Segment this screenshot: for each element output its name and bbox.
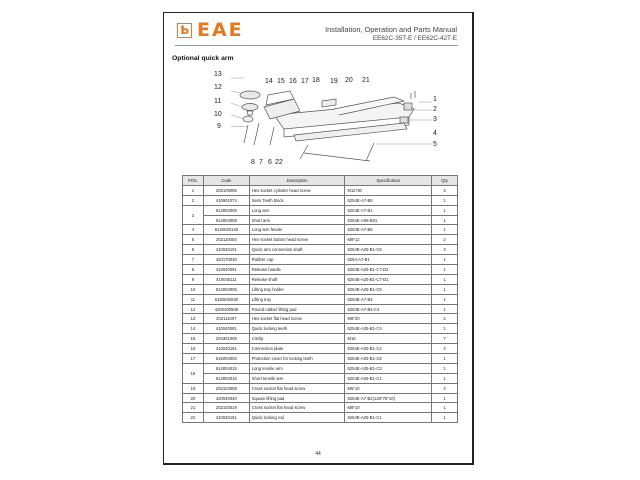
manual-page	[163, 12, 474, 465]
cell-specification: 6254E-A25-B1-C3	[345, 363, 432, 373]
cell-description: Short tensile arm	[249, 373, 345, 383]
cell-qty: 1	[432, 274, 458, 284]
cell-qty: 2	[432, 235, 458, 245]
cell-code: 4200400508	[203, 304, 249, 314]
exploded-parts-diagram	[204, 65, 444, 177]
cell-code: 615004002	[203, 354, 249, 364]
table-row	[183, 255, 458, 265]
cell-specification: 6254E-A25-B1-C5	[345, 284, 432, 294]
table-row	[183, 304, 458, 314]
table-row	[183, 294, 458, 304]
cell-code: 6140040148	[203, 225, 249, 235]
cell-qty: 4	[432, 383, 458, 393]
cell-code: 410040101	[203, 245, 249, 255]
cell-specification: 6254E-A7-B4-C4	[345, 304, 432, 314]
callout-7: 7	[259, 159, 263, 166]
table-row	[183, 195, 458, 205]
cell-qty: 1	[432, 294, 458, 304]
cell-description: Long arm fender	[249, 225, 345, 235]
table-row	[183, 235, 458, 245]
table-row	[183, 334, 458, 344]
cell-specification: 6254E-A25-B1-C7-D1	[345, 274, 432, 284]
logo-mark-icon: Ƅ	[177, 23, 192, 38]
cell-description: Round rubber lifting pad	[249, 304, 345, 314]
cell-pos: 12	[183, 304, 204, 314]
cell-specification: M16	[345, 334, 432, 344]
cell-specification: 6254E-A08-B01	[345, 215, 432, 225]
cell-qty: 1	[432, 413, 458, 423]
cell-qty: 1	[432, 205, 458, 215]
cell-pos: 1	[183, 185, 204, 195]
cell-qty: 1	[432, 324, 458, 334]
cell-specification: 6254E-A25-B1-C1	[345, 413, 432, 423]
cell-qty: 1	[432, 363, 458, 373]
cell-specification: 6254E-A7-B4	[345, 294, 432, 304]
cell-qty: 1	[432, 195, 458, 205]
cell-pos: 22	[183, 413, 204, 423]
cell-description: Release handle	[249, 265, 345, 275]
callout-22: 22	[275, 159, 283, 166]
cell-code: 410040091	[203, 265, 249, 275]
cell-description: Lifting tray holder	[249, 284, 345, 294]
cell-pos: 3	[183, 205, 204, 225]
header-divider	[175, 45, 458, 46]
cell-pos: 5	[183, 235, 204, 245]
table-row	[183, 413, 458, 423]
callout-9: 9	[217, 123, 221, 130]
table-row	[183, 265, 458, 275]
cell-code: 202103019	[203, 403, 249, 413]
cell-specification: 6254E-A25-B1-C4	[345, 324, 432, 334]
cell-description: Hex socket button head screw	[249, 235, 345, 245]
cell-qty: 1	[432, 373, 458, 383]
table-row	[183, 314, 458, 324]
callout-21: 21	[362, 77, 370, 84]
section-title: Optional quick arm	[172, 55, 234, 62]
cell-qty: 1	[432, 255, 458, 265]
cell-pos: 8	[183, 265, 204, 275]
callout-15: 15	[277, 78, 285, 85]
page-number: 44	[315, 451, 321, 457]
cell-specification: 6254E-A25-B1-C6	[345, 245, 432, 255]
callout-11: 11	[214, 98, 222, 105]
cell-pos: 6	[183, 245, 204, 255]
cell-code: 202103008	[203, 383, 249, 393]
cell-specification: 6264-A7-B1	[345, 255, 432, 265]
cell-description: Hex socket flat head screw	[249, 314, 345, 324]
cell-description: Long tensile arm	[249, 363, 345, 373]
table-row	[183, 354, 458, 364]
callout-10: 10	[214, 111, 222, 118]
table-row	[183, 373, 458, 383]
cell-specification: 6254E-A7-B2(125*75*10)	[345, 393, 432, 403]
cell-specification: 6254E-A26-B1-C1	[345, 373, 432, 383]
manual-title: Installation, Operation and Parts Manual	[325, 25, 457, 34]
cell-description: Rubber cap	[249, 255, 345, 265]
cell-pos: 14	[183, 324, 204, 334]
cell-specification: 6254E-A25-B1-C2	[345, 344, 432, 354]
cell-specification: M8*20	[345, 314, 432, 324]
cell-pos: 20	[183, 393, 204, 403]
cell-code: 6150040030	[203, 294, 249, 304]
cell-description: Circlip	[249, 334, 345, 344]
table-header-row	[183, 176, 458, 186]
cell-code: 614004008	[203, 215, 249, 225]
table-row	[183, 344, 458, 354]
cell-qty: 1	[432, 265, 458, 275]
table-row	[183, 383, 458, 393]
callout-12: 12	[214, 84, 222, 91]
header-specification: Specification	[345, 176, 432, 186]
cell-code: 614004015	[203, 363, 249, 373]
header-description: Description	[249, 176, 345, 186]
table-row	[183, 215, 458, 225]
manual-models: EE62C-35T-E / EE62C-42T-E	[372, 35, 457, 42]
table-row	[183, 225, 458, 235]
table-row	[183, 324, 458, 334]
cell-qty: 1	[432, 304, 458, 314]
cell-pos: 10	[183, 284, 204, 294]
cell-pos: 11	[183, 294, 204, 304]
cell-description: Quick arm connection shaft	[249, 245, 345, 255]
cell-description: Cross socket flat head screw	[249, 403, 345, 413]
callout-4: 4	[433, 130, 437, 137]
cell-qty: 1	[432, 225, 458, 235]
cell-pos: 9	[183, 274, 204, 284]
cell-qty: 7	[432, 334, 458, 344]
cell-code: 613004005	[203, 284, 249, 294]
cell-pos: 18	[183, 363, 204, 383]
cell-description: Lifting tray	[249, 294, 345, 304]
cell-description: Short arm	[249, 215, 345, 225]
cell-code: 410040161	[203, 344, 249, 354]
cell-qty: 1	[432, 284, 458, 294]
callout-13: 13	[214, 71, 222, 78]
table-row	[183, 284, 458, 294]
callout-2: 2	[433, 106, 437, 113]
cell-code: 204301005	[203, 334, 249, 344]
callout-6: 6	[268, 159, 272, 166]
cell-pos: 4	[183, 225, 204, 235]
cell-qty: 1	[432, 215, 458, 225]
cell-pos: 13	[183, 314, 204, 324]
cell-code: 420170030	[203, 255, 249, 265]
cell-description: Semi Teeth block	[249, 195, 345, 205]
cell-qty: 3	[432, 185, 458, 195]
cell-specification: 6254E-A25-B1-C8	[345, 354, 432, 364]
cell-description: Connection plate	[249, 344, 345, 354]
cell-qty: 1	[432, 354, 458, 364]
cell-code: 410901074	[203, 195, 249, 205]
callout-3: 3	[433, 116, 437, 123]
cell-code: 410040151	[203, 413, 249, 423]
callout-16: 16	[289, 78, 297, 85]
cell-code: 202110004	[203, 235, 249, 245]
cell-code: 410040111	[203, 274, 249, 284]
cell-specification: M5*10	[345, 383, 432, 393]
cell-code: 614004016	[203, 373, 249, 383]
cell-qty: 2	[432, 314, 458, 324]
cell-description: Protection cover for locking teeth	[249, 354, 345, 364]
cell-description: Square lifting pad	[249, 393, 345, 403]
table-row	[183, 393, 458, 403]
logo-text: EAE	[197, 19, 244, 41]
cell-pos: 15	[183, 334, 204, 344]
cell-pos: 2	[183, 195, 204, 205]
cell-pos: 7	[183, 255, 204, 265]
callout-18: 18	[312, 77, 320, 84]
table-row	[183, 245, 458, 255]
cell-specification: 6254E-A25-B1-C7-D2	[345, 265, 432, 275]
callout-8: 8	[251, 159, 255, 166]
quick-arm-drawing-icon	[204, 65, 444, 177]
cell-qty: 4	[432, 344, 458, 354]
table-row	[183, 274, 458, 284]
parts-table	[182, 175, 458, 423]
callout-1: 1	[433, 96, 437, 103]
cell-specification: 6254E-A7-B1	[345, 205, 432, 215]
cell-description: Long arm	[249, 205, 345, 215]
callout-19: 19	[330, 78, 338, 85]
cell-specification: 6254E-A7-B5	[345, 225, 432, 235]
cell-pos: 16	[183, 344, 204, 354]
header-qty: Qty	[432, 176, 458, 186]
table-row	[183, 185, 458, 195]
cell-code: 202109085	[203, 185, 249, 195]
cell-description: Cross socket flat head screw	[249, 383, 345, 393]
cell-pos: 17	[183, 354, 204, 364]
table-row	[183, 205, 458, 215]
cell-pos: 21	[183, 403, 204, 413]
cell-code: 420040040	[203, 393, 249, 403]
cell-pos: 19	[183, 383, 204, 393]
cell-description: Quick locking teeth	[249, 324, 345, 334]
header-code: Code	[203, 176, 249, 186]
cell-qty: 1	[432, 403, 458, 413]
cell-specification: M8*12	[345, 235, 432, 245]
cell-specification: M12*30	[345, 185, 432, 195]
callout-20: 20	[345, 77, 353, 84]
cell-qty: 1	[432, 393, 458, 403]
cell-description: Release shaft	[249, 274, 345, 284]
table-row	[183, 363, 458, 373]
callout-5: 5	[433, 141, 437, 148]
brand-logo	[177, 21, 244, 39]
cell-qty: 3	[432, 245, 458, 255]
callout-17: 17	[301, 78, 309, 85]
header-pos: POS.	[183, 176, 204, 186]
cell-specification: 6254E-A7-B8	[345, 195, 432, 205]
table-row	[183, 403, 458, 413]
cell-description: Hex socket cylinder head screw	[249, 185, 345, 195]
cell-specification: M8*10	[345, 403, 432, 413]
cell-code: 614004005	[203, 205, 249, 215]
cell-description: Quick locking rod	[249, 413, 345, 423]
cell-code: 202111007	[203, 314, 249, 324]
cell-code: 410040081	[203, 324, 249, 334]
callout-14: 14	[265, 78, 273, 85]
